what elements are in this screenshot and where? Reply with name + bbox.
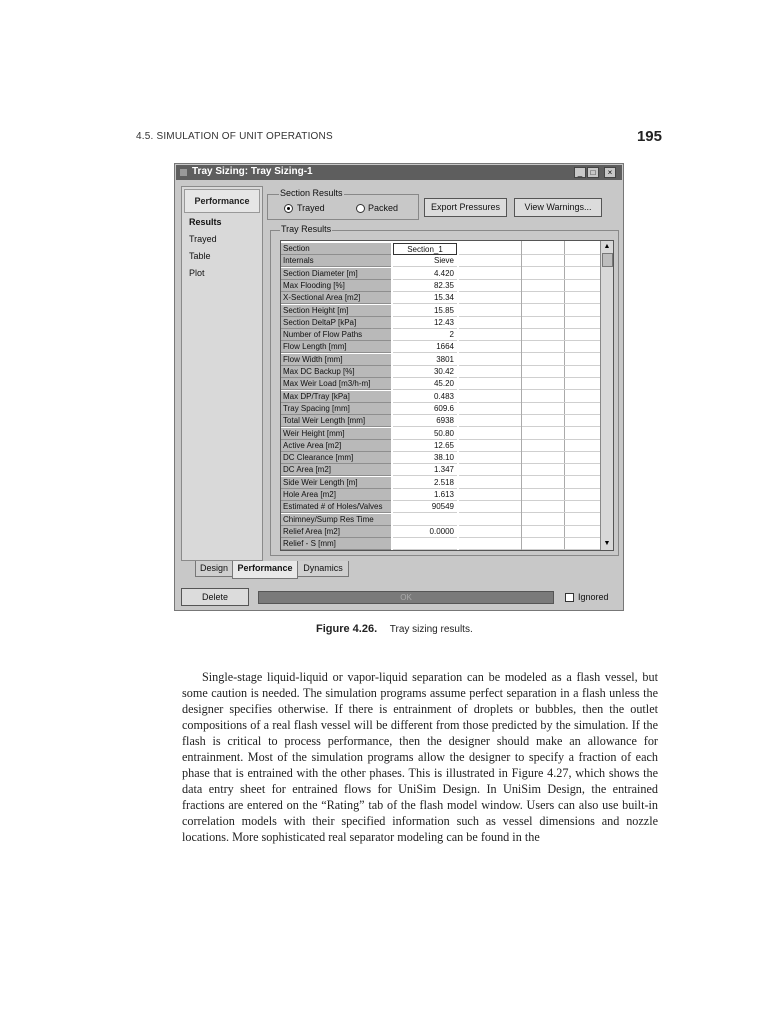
empty-cell[interactable] — [522, 403, 601, 415]
table-row[interactable] — [281, 391, 601, 403]
row-value[interactable]: 15.85 — [393, 305, 457, 317]
row-value[interactable]: 2.518 — [393, 477, 457, 489]
empty-cell[interactable] — [522, 452, 601, 464]
grid-scrollbar[interactable] — [600, 241, 613, 550]
table-row[interactable] — [281, 317, 601, 329]
table-row[interactable] — [281, 341, 601, 353]
table-row[interactable] — [281, 329, 601, 341]
tray-sizing-window — [174, 163, 624, 611]
table-row[interactable] — [281, 428, 601, 440]
sidebar-item-table[interactable]: Table — [189, 251, 211, 261]
row-label: Max DP/Tray [kPa] — [281, 391, 391, 403]
row-value[interactable]: 45.20 — [393, 378, 457, 390]
row-label: Max DC Backup [%] — [281, 366, 391, 378]
trayed-radio-label: Trayed — [297, 203, 325, 213]
empty-cell[interactable] — [522, 514, 601, 526]
row-label: X-Sectional Area [m2] — [281, 292, 391, 304]
trayed-radio[interactable] — [284, 204, 293, 213]
empty-cell[interactable] — [459, 354, 521, 366]
table-row[interactable] — [281, 403, 601, 415]
maximize-button[interactable]: □ — [587, 167, 599, 178]
empty-cell[interactable] — [522, 366, 601, 378]
table-row[interactable] — [281, 268, 601, 280]
scroll-down-icon[interactable]: ▼ — [603, 540, 611, 547]
packed-radio[interactable] — [356, 204, 365, 213]
row-label: Flow Length [mm] — [281, 341, 391, 353]
row-label: Max Weir Load [m3/h-m] — [281, 378, 391, 390]
empty-cell[interactable] — [522, 489, 601, 501]
figure-number: Figure 4.26. — [316, 623, 378, 635]
empty-cell[interactable] — [459, 489, 521, 501]
row-value[interactable]: 15.34 — [393, 292, 457, 304]
empty-cell[interactable] — [459, 378, 521, 390]
row-label: Internals — [281, 255, 391, 267]
row-label: Chimney/Sump Res Time — [281, 514, 391, 526]
table-row[interactable] — [281, 292, 601, 304]
empty-cell[interactable] — [522, 280, 601, 292]
page-number: 195 — [636, 128, 662, 145]
row-label: Active Area [m2] — [281, 440, 391, 452]
row-label: Relief Area [m2] — [281, 526, 391, 538]
ignored-label: Ignored — [578, 592, 609, 602]
empty-cell[interactable] — [459, 464, 521, 476]
empty-cell[interactable] — [522, 329, 601, 341]
row-value[interactable]: 30.42 — [393, 366, 457, 378]
row-value[interactable]: 1664 — [393, 341, 457, 353]
body-paragraph: Single-stage liquid-liquid or vapor-liquid separation can be modeled as a flash vessel, but some caution is needed. The simulation programs assume perfect separation in a flash unless the designer specifies otherwise. If there is entrainment of droplets or bubbles, then the outlet compositions of a real flash vessel will be different from those predicted by the simulation. If the flash is critical to process performance, then the designer should make an allowance for entrainment. Most of the simulation programs allow the designer to specify a fraction of each phase that is entrained with the other phases. This is illustrated in Figure 4.27, which shows the data entry sheet for entrained flows for UniSim Design. In UniSim Design, the entrained fractions are entered on the “Rating” tab of the flash model window. Users can also use built-in correlation models with their specified information such as vessel dimensions and nozzle locations. More sophisticated real separator modeling can be found in the — [182, 670, 658, 844]
empty-cell[interactable] — [459, 317, 521, 329]
figure-caption — [316, 623, 473, 635]
empty-cell[interactable] — [459, 243, 521, 255]
empty-cell[interactable] — [459, 341, 521, 353]
empty-cell[interactable] — [459, 255, 521, 267]
row-label: Flow Width [mm] — [281, 354, 391, 366]
row-label: Side Weir Length [m] — [281, 477, 391, 489]
body-text — [182, 669, 658, 845]
row-value[interactable]: 2 — [393, 329, 457, 341]
row-label: Tray Spacing [mm] — [281, 403, 391, 415]
empty-cell[interactable] — [522, 526, 601, 538]
row-label: Section Diameter [m] — [281, 268, 391, 280]
row-value[interactable] — [393, 538, 457, 550]
row-value[interactable]: 12.65 — [393, 440, 457, 452]
empty-cell[interactable] — [522, 305, 601, 317]
empty-cell[interactable] — [459, 501, 521, 513]
table-row[interactable] — [281, 366, 601, 378]
row-value[interactable]: 90549 — [393, 501, 457, 513]
tray-results-grid[interactable] — [280, 240, 614, 551]
empty-cell[interactable] — [459, 452, 521, 464]
row-value[interactable]: 0.483 — [393, 391, 457, 403]
empty-cell[interactable] — [522, 317, 601, 329]
empty-cell[interactable] — [459, 268, 521, 280]
empty-cell[interactable] — [522, 538, 601, 550]
empty-cell[interactable] — [522, 501, 601, 513]
empty-cell[interactable] — [522, 268, 601, 280]
empty-cell[interactable] — [459, 440, 521, 452]
tab-performance[interactable]: Performance — [232, 561, 298, 579]
empty-cell[interactable] — [522, 415, 601, 427]
row-value[interactable]: 4.420 — [393, 268, 457, 280]
figure-caption-text: Tray sizing results. — [389, 624, 473, 635]
table-row[interactable] — [281, 514, 601, 526]
app-icon — [180, 169, 187, 176]
scroll-up-icon[interactable]: ▲ — [603, 243, 611, 250]
row-value[interactable]: 1.613 — [393, 489, 457, 501]
empty-cell[interactable] — [459, 538, 521, 550]
row-value[interactable]: 0.0000 — [393, 526, 457, 538]
row-value[interactable]: Section_1 — [393, 243, 457, 255]
table-row[interactable] — [281, 354, 601, 366]
row-label: Section Height [m] — [281, 305, 391, 317]
table-row[interactable] — [281, 255, 601, 267]
row-value[interactable]: 6938 — [393, 415, 457, 427]
ignored-checkbox[interactable] — [565, 593, 574, 602]
empty-cell[interactable] — [522, 378, 601, 390]
status-bar: OK — [258, 591, 554, 604]
empty-cell[interactable] — [522, 354, 601, 366]
table-row[interactable] — [281, 440, 601, 452]
window-titlebar — [176, 165, 622, 180]
row-value[interactable]: 12.43 — [393, 317, 457, 329]
empty-cell[interactable] — [522, 464, 601, 476]
sidebar-header: Performance — [184, 189, 260, 213]
empty-cell[interactable] — [522, 440, 601, 452]
tab-dynamics[interactable]: Dynamics — [297, 561, 349, 577]
empty-cell[interactable] — [522, 341, 601, 353]
row-label: Section — [281, 243, 391, 255]
empty-cell[interactable] — [522, 391, 601, 403]
table-row[interactable] — [281, 280, 601, 292]
sidebar-item-results[interactable]: Results — [189, 217, 222, 227]
sidebar — [181, 186, 263, 561]
packed-radio-label: Packed — [368, 203, 399, 213]
empty-cell[interactable] — [459, 428, 521, 440]
table-row[interactable] — [281, 452, 601, 464]
row-value[interactable]: 3801 — [393, 354, 457, 366]
row-label: DC Area [m2] — [281, 464, 391, 476]
table-row[interactable] — [281, 243, 601, 255]
empty-cell[interactable] — [459, 280, 521, 292]
table-row[interactable] — [281, 305, 601, 317]
table-row[interactable] — [281, 489, 601, 501]
row-label: DC Clearance [mm] — [281, 452, 391, 464]
empty-cell[interactable] — [522, 477, 601, 489]
table-row[interactable] — [281, 501, 601, 513]
row-value[interactable] — [393, 514, 457, 526]
row-value[interactable]: 82.35 — [393, 280, 457, 292]
empty-cell[interactable] — [459, 403, 521, 415]
row-label: Hole Area [m2] — [281, 489, 391, 501]
table-row[interactable] — [281, 464, 601, 476]
row-value[interactable]: Sieve — [393, 255, 457, 267]
empty-cell[interactable] — [459, 305, 521, 317]
row-value[interactable]: 609.6 — [393, 403, 457, 415]
row-label: Number of Flow Paths — [281, 329, 391, 341]
section-results-label: Section Results — [280, 188, 343, 198]
row-value[interactable]: 50.80 — [393, 428, 457, 440]
empty-cell[interactable] — [459, 477, 521, 489]
empty-cell[interactable] — [459, 514, 521, 526]
table-row[interactable] — [281, 526, 601, 538]
empty-cell[interactable] — [459, 526, 521, 538]
sidebar-item-trayed[interactable]: Trayed — [189, 234, 217, 244]
table-row[interactable] — [281, 538, 601, 550]
running-head: 4.5. SIMULATION OF UNIT OPERATIONS — [136, 131, 333, 142]
minimize-button[interactable]: _ — [574, 167, 586, 178]
close-button[interactable]: × — [604, 167, 616, 178]
scroll-thumb[interactable] — [602, 253, 613, 267]
row-label: Relief - S [mm] — [281, 538, 391, 550]
row-label: Total Weir Length [mm] — [281, 415, 391, 427]
empty-cell[interactable] — [522, 428, 601, 440]
empty-cell[interactable] — [459, 329, 521, 341]
row-value[interactable]: 1.347 — [393, 464, 457, 476]
export-pressures-button[interactable]: Export Pressures — [424, 198, 507, 217]
empty-cell[interactable] — [459, 415, 521, 427]
table-row[interactable] — [281, 477, 601, 489]
empty-cell[interactable] — [459, 366, 521, 378]
row-value[interactable]: 38.10 — [393, 452, 457, 464]
table-row[interactable] — [281, 378, 601, 390]
sidebar-item-plot[interactable]: Plot — [189, 268, 205, 278]
tab-design[interactable]: Design — [195, 561, 233, 577]
empty-cell[interactable] — [522, 243, 601, 255]
empty-cell[interactable] — [522, 255, 601, 267]
empty-cell[interactable] — [459, 391, 521, 403]
tray-results-label: Tray Results — [281, 224, 332, 234]
row-label: Max Flooding [%] — [281, 280, 391, 292]
row-label: Estimated # of Holes/Valves — [281, 501, 391, 513]
empty-cell[interactable] — [522, 292, 601, 304]
window-title: Tray Sizing: Tray Sizing-1 — [192, 166, 313, 177]
delete-button[interactable]: Delete — [181, 588, 249, 606]
view-warnings-button[interactable]: View Warnings... — [514, 198, 602, 217]
row-label: Section DeltaP [kPa] — [281, 317, 391, 329]
row-label: Weir Height [mm] — [281, 428, 391, 440]
table-row[interactable] — [281, 415, 601, 427]
empty-cell[interactable] — [459, 292, 521, 304]
